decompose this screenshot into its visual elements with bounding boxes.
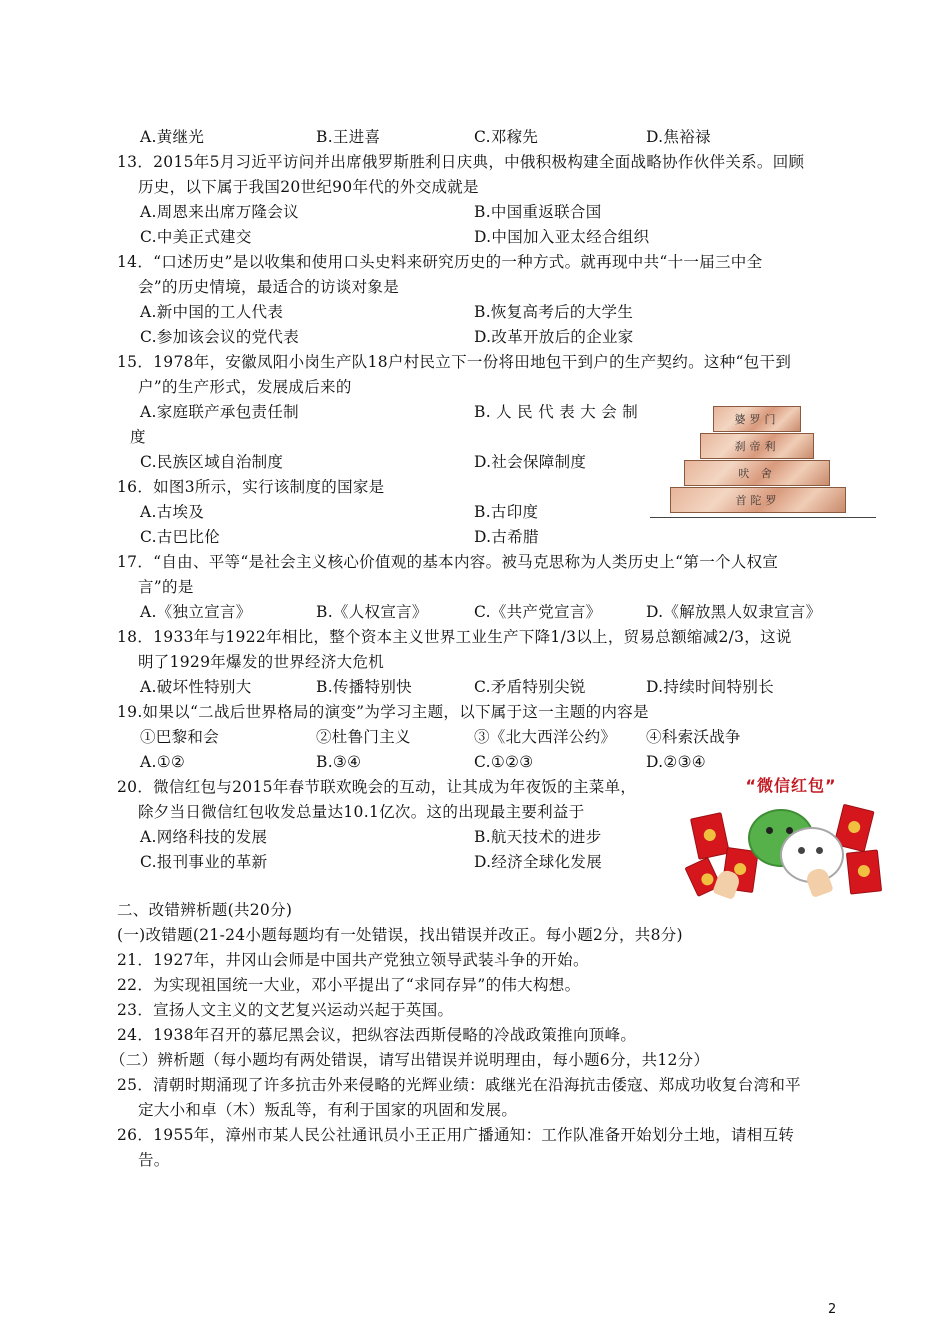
q18-stem: 18．1933年与1922年相比，整个资本主义世界工业生产下降1/3以上，贸易总额缩减2/3，这说 <box>117 628 792 646</box>
q14-option-b: B.恢复高考后的大学生 <box>474 303 634 321</box>
q19-option-a: A.①② <box>140 753 186 771</box>
q13-option-b: B.中国重返联合国 <box>474 203 602 221</box>
q12-option-d: D.焦裕禄 <box>646 128 711 146</box>
q17-stem-cont: 言”的是 <box>138 578 194 596</box>
q12-option-a: A.黄继光 <box>140 128 205 146</box>
q14-stem: 14．“口述历史”是以收集和使用口头史料来研究历史的一种方式。就再现中共“十一届三中全 <box>117 253 763 271</box>
q18-option-d: D.持续时间特别长 <box>646 678 775 696</box>
q16-option-a: A.古埃及 <box>140 503 205 521</box>
q18-option-b: B.传播特别快 <box>316 678 412 696</box>
section-2-heading: 二、改错辨析题(共20分) <box>117 901 293 919</box>
q14-stem-cont: 会”的历史情境，最适合的访谈对象是 <box>138 278 400 296</box>
caste-pyramid-figure <box>650 400 876 522</box>
q13-option-a: A.周恩来出席万隆会议 <box>140 203 299 221</box>
red-packet-icon <box>846 849 882 894</box>
q20-option-d: D.经济全球化发展 <box>474 853 603 871</box>
q19-item-1: ①巴黎和会 <box>140 728 220 746</box>
wechat-red-packet-figure <box>688 773 884 895</box>
q17-option-b: B.《人权宣言》 <box>316 603 428 621</box>
q19-option-d: D.②③④ <box>646 753 706 771</box>
q19-item-4: ④科索沃战争 <box>646 728 741 746</box>
q18-option-a: A.破坏性特别大 <box>140 678 252 696</box>
subsection-2-heading: （二）辨析题（每小题均有两处错误，请写出错误并说明理由，每小题6分，共12分） <box>110 1051 710 1069</box>
wechat-figure-title: “微信红包” <box>745 776 837 795</box>
q18-stem-cont: 明了1929年爆发的世界经济大危机 <box>138 653 385 671</box>
q19-stem: 19.如果以“二战后世界格局的演变”为学习主题，以下属于这一主题的内容是 <box>117 703 649 721</box>
q15-option-d: D.社会保障制度 <box>474 453 587 471</box>
q20-stem: 20．微信红包与2015年春节联欢晚会的互动，让其成为年夜饭的主菜单， <box>117 778 637 796</box>
q17-option-d: D.《解放黑人奴隶宣言》 <box>646 603 822 621</box>
q15-option-b: B. 人 民 代 表 大 会 制 <box>474 403 639 421</box>
pyramid-base-line <box>650 517 876 518</box>
q16-option-c: C.古巴比伦 <box>140 528 221 546</box>
q20-option-c: C.报刊事业的革新 <box>140 853 268 871</box>
q13-stem-cont: 历史，以下属于我国20世纪90年代的外交成就是 <box>138 178 479 196</box>
q20-option-b: B.航天技术的进步 <box>474 828 602 846</box>
q16-option-d: D.古希腊 <box>474 528 539 546</box>
q12-option-b: B.王进喜 <box>316 128 381 146</box>
subsection-1-heading: (一)改错题(21-24小题每题均有一处错误，找出错误并改正。每小题2分，共8分) <box>117 926 683 944</box>
q19-item-3: ③《北大西洋公约》 <box>474 728 617 746</box>
q14-option-c: C.参加该会议的党代表 <box>140 328 300 346</box>
q19-option-c: C.①②③ <box>474 753 534 771</box>
q20-stem-cont: 除夕当日微信红包收发总量达10.1亿次。这的出现最主要利益于 <box>138 803 585 821</box>
red-packet-icon <box>690 812 730 860</box>
q22-stem: 22．为实现祖国统一大业，邓小平提出了“求同存异”的伟大构想。 <box>117 976 581 994</box>
q19-item-2: ②杜鲁门主义 <box>316 728 411 746</box>
q15-stem: 15．1978年，安徽凤阳小岗生产队18户村民立下一份将田地包干到户的生产契约。这种“包干到 <box>117 353 792 371</box>
q15-option-a: A.家庭联产承包责任制 <box>140 403 299 421</box>
q21-stem: 21．1927年，井冈山会师是中国共产党独立领导武装斗争的开始。 <box>117 951 589 969</box>
q25-stem: 25．清朝时期涌现了许多抗击外来侵略的光辉业绩：戚继光在沿海抗击倭寇、郑成功收复台湾和平 <box>117 1076 801 1094</box>
q15-option-c: C.民族区域自治制度 <box>140 453 284 471</box>
page-number: 2 <box>828 1302 837 1317</box>
q17-option-a: A.《独立宣言》 <box>140 603 252 621</box>
q17-stem: 17．“自由、平等“是社会主义核心价值观的基本内容。被马克思称为人类历史上“第一个人权宣 <box>117 553 779 571</box>
q18-option-c: C.矛盾特别尖锐 <box>474 678 586 696</box>
q16-option-b: B.古印度 <box>474 503 539 521</box>
q26-stem: 26．1955年，漳州市某人民公社通讯员小王正用广播通知：工作队准备开始划分土地，请相互转 <box>117 1126 795 1144</box>
q19-option-b: B.③④ <box>316 753 362 771</box>
q26-stem-cont: 告。 <box>138 1151 170 1169</box>
q12-option-c: C.邓稼先 <box>474 128 539 146</box>
q20-option-a: A.网络科技的发展 <box>140 828 268 846</box>
q16-stem: 16．如图3所示，实行该制度的国家是 <box>117 478 385 496</box>
q13-option-d: D.中国加入亚太经合组织 <box>474 228 650 246</box>
pyramid-tier-vaishya: 吠 舍 <box>684 460 830 486</box>
pyramid-tier-kshatriya: 刹帝利 <box>700 433 814 459</box>
pyramid-tier-shudra: 首陀罗 <box>670 487 846 513</box>
q13-stem: 13．2015年5月习近平访问并出席俄罗斯胜利日庆典，中俄积极构建全面战略协作伙伴关系。回顾 <box>117 153 805 171</box>
pyramid-tier-brahmin: 婆罗门 <box>713 406 801 432</box>
q24-stem: 24．1938年召开的慕尼黑会议，把纵容法西斯侵略的冷战政策推向顶峰。 <box>117 1026 637 1044</box>
q15-option-b-cont: 度 <box>130 428 146 446</box>
q14-option-d: D.改革开放后的企业家 <box>474 328 634 346</box>
q14-option-a: A.新中国的工人代表 <box>140 303 284 321</box>
q25-stem-cont: 定大小和卓（木）叛乱等，有利于国家的巩固和发展。 <box>138 1101 518 1119</box>
q13-option-c: C.中美正式建交 <box>140 228 252 246</box>
q17-option-c: C.《共产党宣言》 <box>474 603 602 621</box>
q15-stem-cont: 户”的生产形式，发展成后来的 <box>138 378 352 396</box>
q23-stem: 23．宣扬人文主义的文艺复兴运动兴起于英国。 <box>117 1001 454 1019</box>
